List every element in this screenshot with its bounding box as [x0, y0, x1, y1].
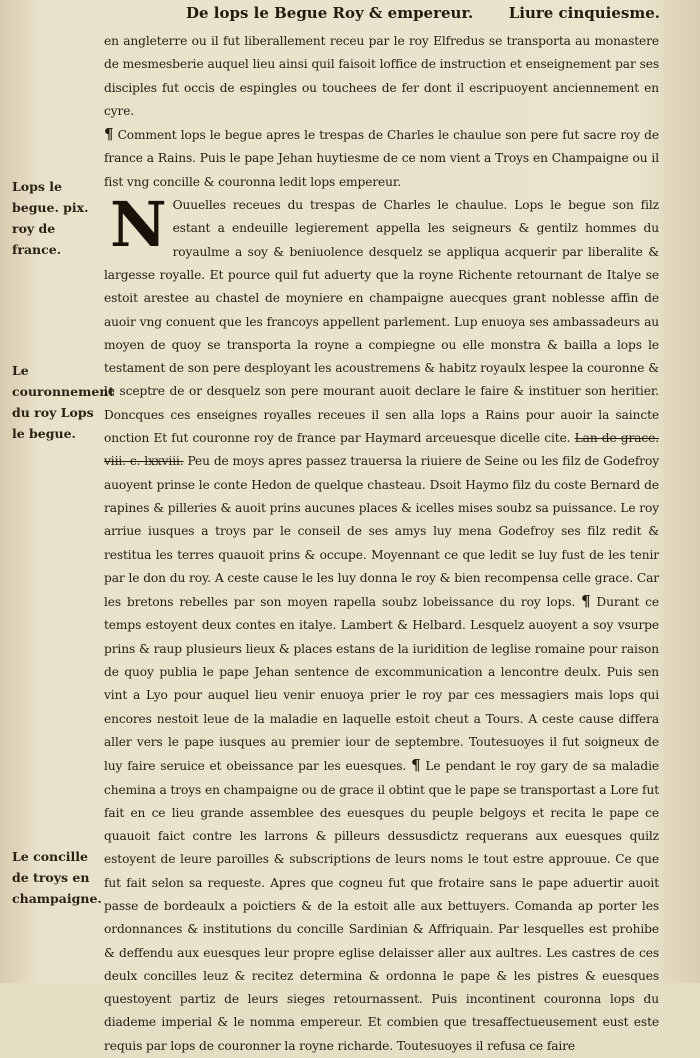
paragraph-2-heading [104, 123, 659, 194]
running-head-book: Liure cinquiesme. [508, 4, 660, 22]
paragraph-2-text: Comment lops le begue apres le trespas de Charles le chaulue son pere fut sacre roy de france a Rains. Puis le pape Jehan huytiesme de ce nom vient a Troys en Champaigne ou il fist vng concille & couronna ledit lops empereur. [104, 128, 659, 189]
drop-cap: N [110, 188, 167, 262]
margin-note-council: Le concille de troys en champaigne. [12, 849, 102, 906]
paragraph-1-text: en angleterre ou il fut liberallement receu par le roy Elfredus se transporta au monastere de mesmesberie auquel lieu ainsi quil faisoit loffice de instruction et enseignement par ses disciples fut occis de espingles ou touchees de fer dont il escripuoyent anciennement en cyre. [104, 34, 659, 118]
running-head-title: De lops le Begue Roy & empereur. [186, 4, 474, 22]
paragraph-3 [104, 188, 660, 1058]
pilcrow-icon: ¶ [581, 592, 591, 611]
body-text [104, 30, 659, 1058]
paragraph-3-text: Ouuelles receues du trespas de Charles le chaulue. Lops le begue son filz estant a endeuille legierement appella les seigneurs & gentilz hommes du royaulme a soy & beniuolence desquelz se appliqua acquerir par liberalite & largesse royalle. Et pource quil fut aduerty que la royne Richente retournant de Italye se estoit arestee au chastel de moyniere en champaigne auecques grant noblesse affin de auoir vng conuent que les francoys appellent parlement. Lup enuoya ses ambassadeurs au moyen de quoy se transporta la royne a compiegne ou elle monstra & bailla a lops le testament de son pere desployant les acoustremens & habitz royaulx lespee la couronne & le sceptre de or desquelz son pere mourant auoit declare le faire & instituer son heritier. Doncques ces enseignes royalles receues il sen alla lops a Rains pour auoir la saincte onction Et fut couronne roy de france par Haymard arceuesque dicelle cite. [104, 198, 659, 446]
running-head [180, 2, 660, 24]
paragraph-5-text: Le pendant le roy gary de sa maladie chemina a troys en champaigne ou de grace il obtint que le pape se transportast a Lore fut fait en ce lieu grande assemblee des euesques du peuple belgoys et recita le pape ce quauoit faict contre les larrons & pilleurs dessusdictz requerans aux euesques quilz estoyent de leure paroilles & subscriptions de leurs noms le tout estre approuue. Ce que fut fait selon sa requeste. Apres que cogneu fut que frotaire sans le pape aduertir auoit passe de bordeaulx a poictiers & de la estoit alle aux bettuyers. Comanda ap porter les ordonnances & institutions du concille Sardinian & Affriquain. Par lesquelles est prohibe & deffendu aux euesques leur propre eglise delaisser aller aux aultres. Les castres de ces deulx concilles leuz & recitez determina & ordonna le pape & les pistres & euesques questoyent partiz de leurs sieges retournassent. Puis incontinent couronna lops du diademe imperial & le nomma empereur. Et combien que tresaffectueusement eust este requis par lops de couronner la royne richarde. Toutesuoyes il refusa ce faire [104, 759, 660, 1053]
pilcrow-icon: ¶ [411, 756, 421, 775]
margin-note-coronation: Le couronnement du roy Lops le begue. [12, 363, 115, 441]
paragraph-3-continuation: Peu de moys apres passez trauersa la riuiere de Seine ou les filz de Godefroy auoyent prinse le conte Hedon de quelque chasteau. Dsoit Haymo filz du coste Bernard de rapines & pilleries & auoit prins aucunes places & icelles mises soubz sa puissance. Le roy arriue iusques a troys par le conseil de ses amys luy mena Godefroy ses filz redit & restitua les terres quauoit prins & occupe. Moyennant ce que ledit se luy fust de les tenir par le don du roy. A ceste cause le les luy donna le roy & bien recompensa celle grace. Car les bretons rebelles par son moyen rapella soubz lobeissance du roy lops. [104, 454, 659, 610]
paragraph-4-text: Durant ce temps estoyent deux contes en italye. Lambert & Helbard. Lesquelz auoyent a soy vsurpe prins & raup plusieurs lieux & places estans de la iuridition de leglise romaine pour raison de quoy publia le pape Jehan sentence de excommunication a lencontre deulx. Puis sen vint a Lyo pour auquel lieu venir enuoya prier le roy par ces messagiers mais lops qui encores nestoit leue de la maladie en laquelle estoit cheut a Tours. A ceste cause differa aller vers le pape iusques au premier iour de septembre. Toutesuoyes il fut soigneux de luy faire seruice et obeissance par les euesques. [104, 595, 660, 774]
pilcrow-icon: ¶ [104, 125, 114, 144]
struck-date: Lan de grace. viii. c. lxxviii. [104, 431, 659, 469]
margin-note-king: Lops le begue. pix. roy de france. [12, 179, 89, 257]
paragraph-1 [104, 30, 659, 123]
